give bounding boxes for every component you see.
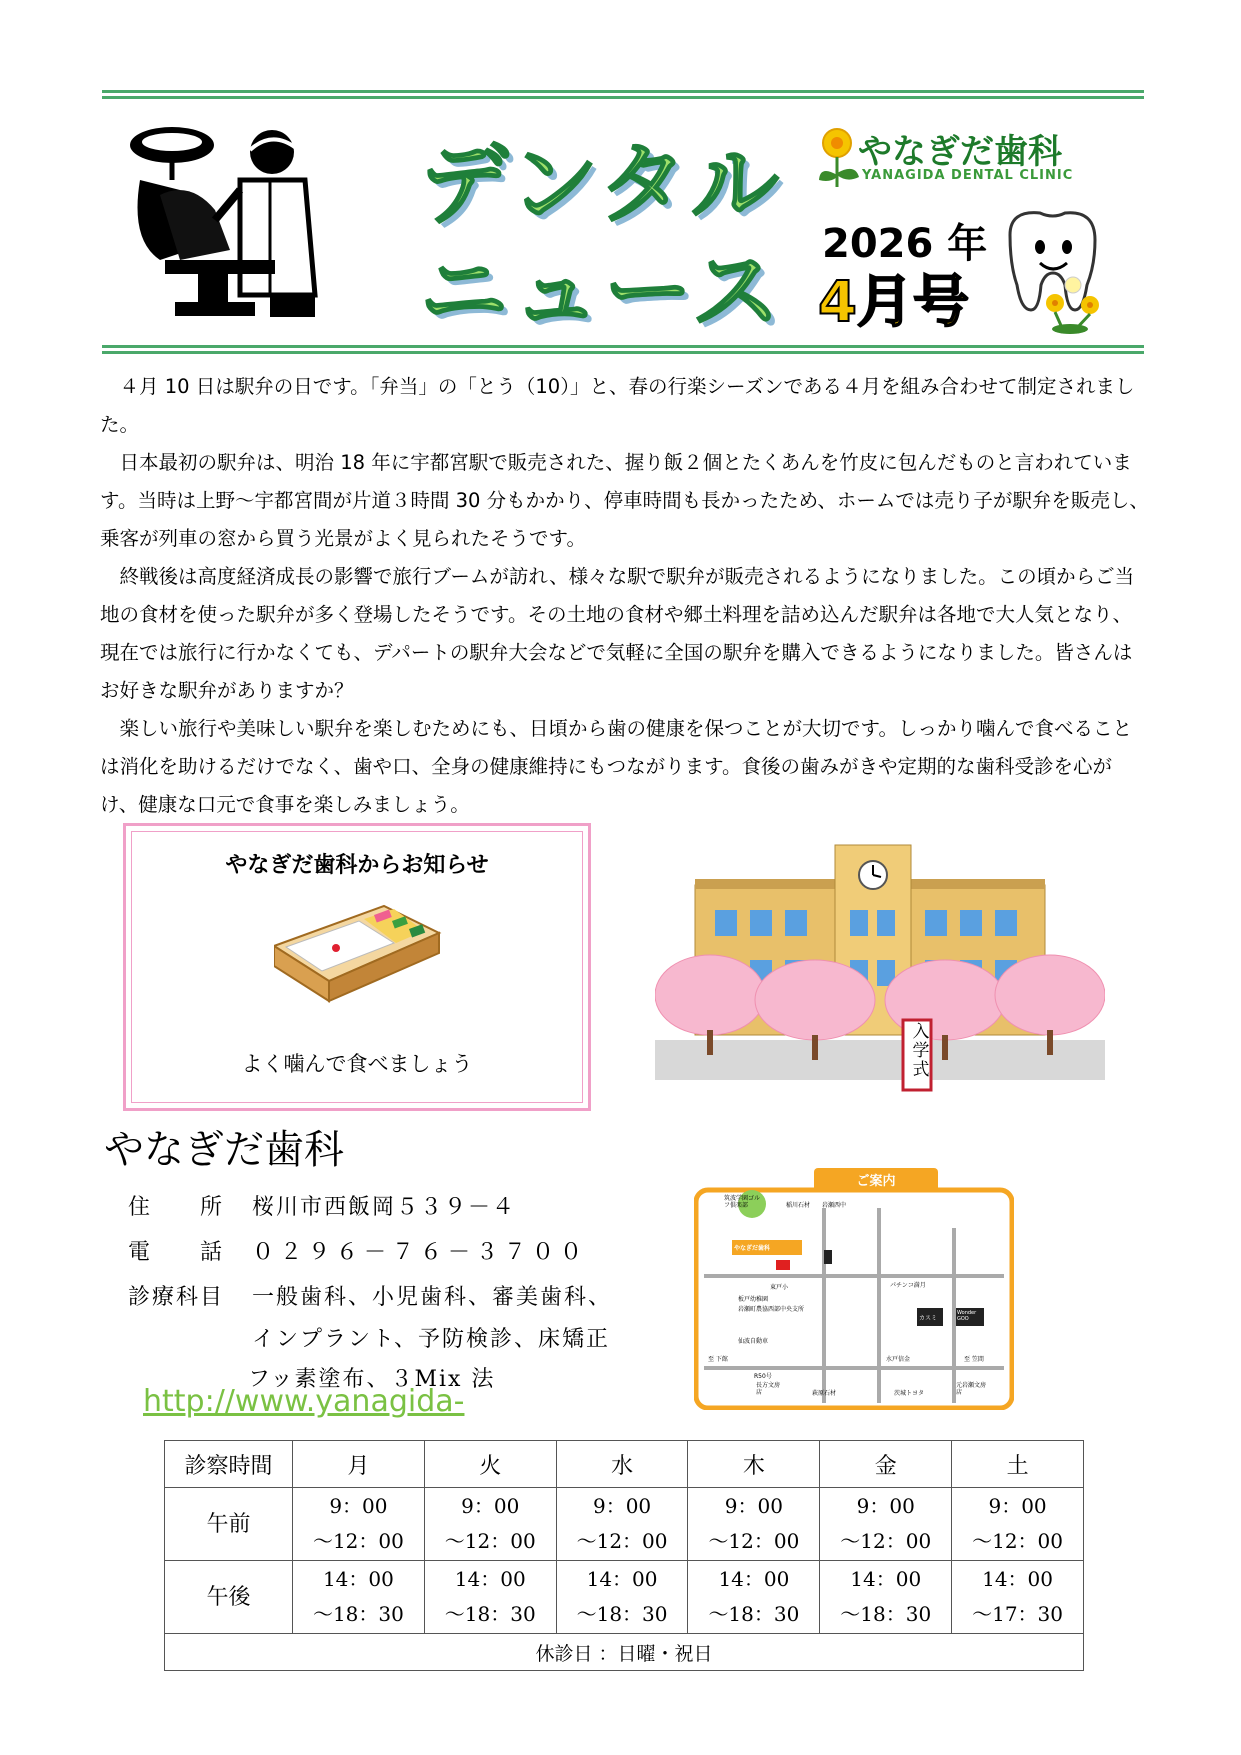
table-row	[165, 1488, 1084, 1561]
map-label: 元岩瀬文房店	[956, 1382, 987, 1396]
map-label: R50号	[754, 1373, 772, 1380]
department-line-2: インプラント、予防検診、床矯正	[252, 1327, 611, 1352]
time-end: ～12：00	[312, 1529, 404, 1553]
article-paragraph: ４月 10 日は駅弁の日です。「弁当」の「とう（10）」と、春の行楽シーズンである４月を組み合わせて制定されました。	[100, 375, 1135, 436]
time-end: ～18：30	[708, 1602, 800, 1626]
map-label: 仙波自動車	[738, 1338, 769, 1345]
closed-days: 休診日 ：日曜・祝日	[165, 1634, 1084, 1671]
time-end: ～18：30	[576, 1602, 668, 1626]
notice-caption: よく噛んで食べましょう	[241, 1052, 473, 1076]
time-cell	[556, 1488, 688, 1561]
phone-label: 電 話	[128, 1240, 225, 1265]
map-label: 長方文房店	[756, 1382, 781, 1396]
department-line-1: 一般歯科、小児歯科、審美歯科、	[252, 1285, 613, 1310]
department-label: 診療科目	[128, 1285, 225, 1310]
map-label: 東戸小	[770, 1284, 789, 1291]
time-cell	[952, 1561, 1084, 1634]
issue-year: 2026 年	[822, 221, 988, 267]
map-heading: ご案内	[856, 1174, 896, 1189]
table-header-row	[165, 1441, 1084, 1488]
row-label: 午前	[165, 1488, 293, 1561]
time-end: ～17：30	[972, 1602, 1064, 1626]
table-header-cell: 火	[424, 1441, 556, 1488]
time-end: ～18：30	[840, 1602, 932, 1626]
time-cell	[688, 1561, 820, 1634]
map-label: 萩原石材	[812, 1390, 837, 1397]
map-label: 稲川石材	[786, 1202, 811, 1209]
row-label: 午後	[165, 1561, 293, 1634]
time-end: ～18：30	[312, 1602, 404, 1626]
time-end: ～12：00	[708, 1529, 800, 1553]
map-label: 筑波学園ゴルフ倶楽部	[724, 1195, 761, 1209]
address-label: 住 所	[128, 1195, 225, 1220]
map-label: 岩瀬町農協西部中央支所	[738, 1306, 805, 1313]
map-label: Wonder GOO	[957, 1310, 977, 1322]
time-start: 9：00	[988, 1494, 1047, 1518]
map-label: 水戸信金	[886, 1356, 911, 1363]
department-line-3: フッ素塗布、３Mix 法	[248, 1367, 496, 1392]
school-cherry-blossom-icon	[655, 835, 1105, 1095]
article-paragraph: 終戦後は高度経済成長の影響で旅行ブームが訪れ、様々な駅で駅弁が販売されるようになりました。この頃からご当地の食材を使った駅弁が多く登場したそうです。その土地の食材や郷土料理を詰め込んだ駅弁は各地で大人気となり、現在では旅行に行かなくても、デパートの駅弁大会などで気軽に全国の駅弁を購入できるようになりました。皆さんはお好きな駅弁がありますか？	[100, 565, 1135, 702]
table-row	[165, 1561, 1084, 1634]
time-cell	[952, 1488, 1084, 1561]
map-label: 板戸幼稚園	[738, 1296, 769, 1303]
time-cell	[820, 1561, 952, 1634]
table-footer-row	[165, 1634, 1084, 1671]
map-label: やなぎだ歯科	[734, 1245, 771, 1252]
map-label: カスミ	[919, 1315, 938, 1322]
time-end: ～12：00	[972, 1529, 1064, 1553]
dentist-illustration-icon	[120, 110, 350, 325]
time-start: 9：00	[592, 1494, 652, 1518]
title-line-2: ニュース	[420, 240, 784, 343]
table-header-cell: 土	[952, 1441, 1084, 1488]
notice-title: やなぎだ歯科からお知らせ	[225, 853, 489, 878]
table-header-cell: 月	[293, 1441, 425, 1488]
time-cell	[424, 1561, 556, 1634]
notice-box	[123, 823, 591, 1111]
time-start: 14：00	[982, 1567, 1054, 1591]
time-start: 14：00	[454, 1567, 526, 1591]
tooth-mascot-icon	[995, 205, 1120, 340]
map-label: 岩瀬西中	[822, 1202, 847, 1209]
phone-value: ０２９６－７６－３７００	[252, 1240, 589, 1265]
time-start: 9：00	[329, 1494, 388, 1518]
map-label: 至 笠間	[964, 1356, 984, 1363]
time-start: 14：00	[586, 1567, 658, 1591]
bento-box-icon	[274, 891, 444, 1011]
time-cell	[688, 1488, 820, 1561]
time-cell	[820, 1488, 952, 1561]
time-start: 9：00	[461, 1494, 520, 1518]
time-cell	[293, 1561, 425, 1634]
top-rule	[102, 90, 1144, 102]
table-header-cell: 水	[556, 1441, 688, 1488]
time-end: ～12：00	[444, 1529, 536, 1553]
school-sign: 入学式	[912, 1022, 930, 1080]
time-end: ～12：00	[576, 1529, 668, 1553]
article-paragraph: 楽しい旅行や美味しい駅弁を楽しむためにも、日頃から歯の健康を保つことが大切です。しっかり噛んで食べることは消化を助けるだけでなく、歯や口、全身の健康維持にもつながります。食後の歯みがきや定期的な歯科受診を心がけ、健康な口元で食事を楽しみましょう。	[100, 717, 1132, 816]
article-paragraph: 日本最初の駅弁は、明治 18 年に宇都宮駅で販売された、握り飯２個とたくあんを竹皮に包んだものと言われています。当時は上野～宇都宮間が片道３時間 30 分もかかり、停車時間も長かったため、ホームでは売り子が駅弁を販売し、乗客が列車の窓から買う光景がよく見られたそうです。	[100, 451, 1149, 550]
time-start: 14：00	[718, 1567, 790, 1591]
table-header-cell: 診察時間	[165, 1441, 293, 1488]
website-link[interactable]: http://www.yanagida-	[143, 1384, 465, 1419]
map-label: パチンコ満月	[890, 1282, 926, 1289]
clinic-logo-english: YANAGIDA DENTAL CLINIC	[862, 168, 1074, 183]
title-line-1: デンタル	[420, 133, 783, 236]
office-hours-table	[164, 1440, 1084, 1671]
time-end: ～12：00	[840, 1529, 932, 1553]
map-label: 至 下館	[708, 1356, 728, 1363]
clinic-logo-text: やなぎだ歯科	[858, 132, 1062, 172]
time-start: 9：00	[856, 1494, 915, 1518]
address-value: 桜川市西飯岡５３９－４	[252, 1195, 517, 1220]
time-start: 14：00	[850, 1567, 922, 1591]
map-label: 茨城トヨタ	[894, 1390, 925, 1397]
time-start: 14：00	[322, 1567, 394, 1591]
issue-month: 4月号	[818, 270, 969, 335]
time-cell	[424, 1488, 556, 1561]
time-cell	[293, 1488, 425, 1561]
header-bottom-rule	[102, 345, 1144, 357]
article-body	[100, 368, 1150, 824]
table-header-cell: 木	[688, 1441, 820, 1488]
time-cell	[556, 1561, 688, 1634]
time-start: 9：00	[724, 1494, 783, 1518]
clinic-name: やなぎだ歯科	[104, 1127, 344, 1173]
time-end: ～18：30	[444, 1602, 536, 1626]
access-map	[694, 1168, 1014, 1410]
table-header-cell: 金	[820, 1441, 952, 1488]
